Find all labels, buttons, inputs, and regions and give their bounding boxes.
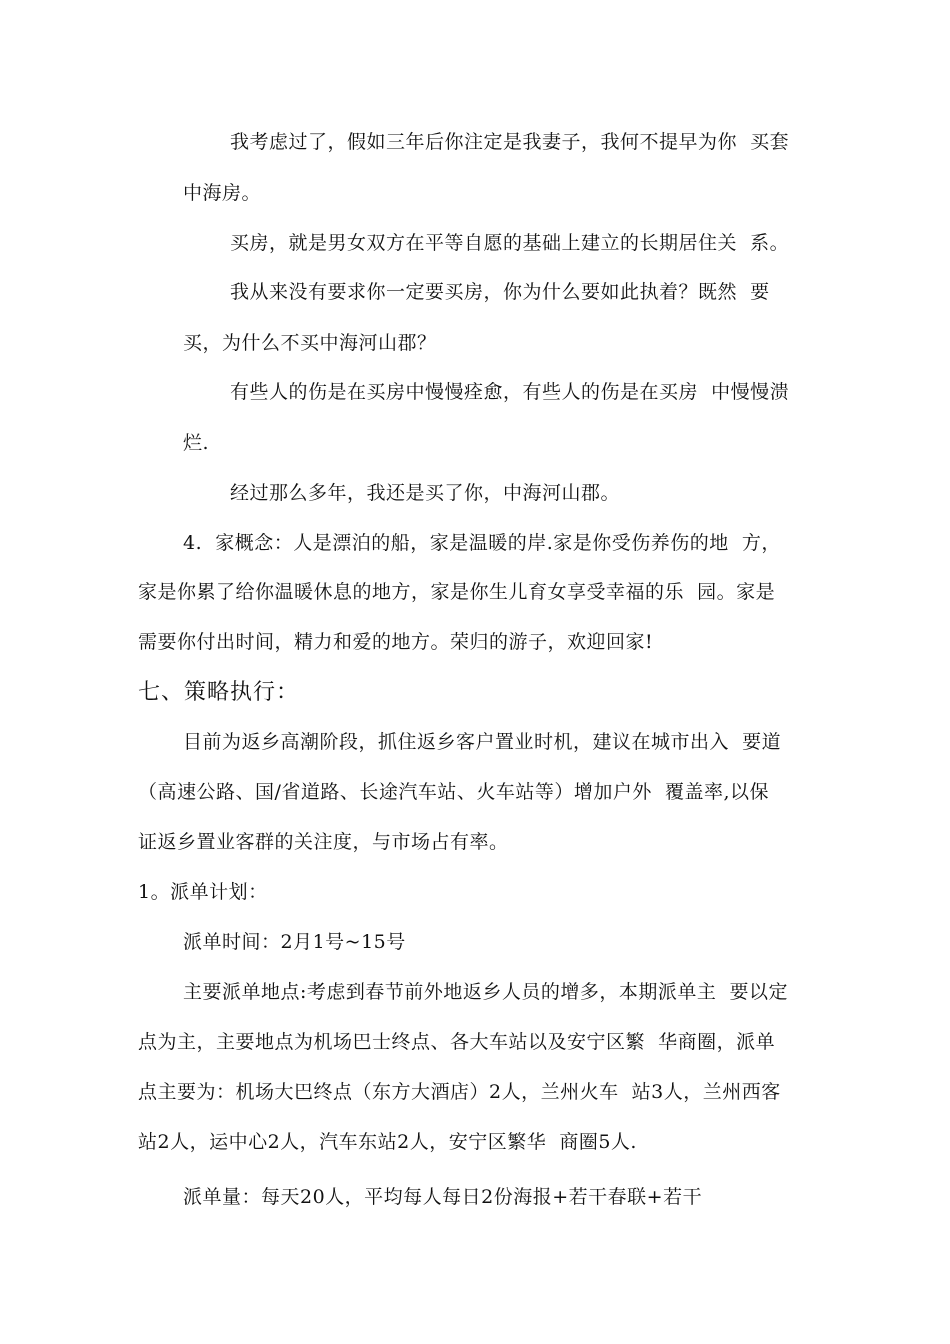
paragraph-line: 点主要为：机场大巴终点（东方大酒店）2人，兰州火车 站3人，兰州西客 [138, 1081, 781, 1103]
paragraph-line: 我从来没有要求你一定要买房，你为什么要如此执着？既然 要 [230, 281, 770, 303]
paragraph-line: 派单时间：2月1号~15号 [183, 931, 406, 953]
paragraph-line: 站2人，运中心2人，汽车东站2人，安宁区繁华 商圈5人. [138, 1131, 637, 1153]
subsection-heading: 1。派单计划： [138, 881, 268, 903]
paragraph-line: （高速公路、国/省道路、长途汽车站、火车站等）增加户外 覆盖率,以保 [138, 781, 770, 803]
paragraph-line: 中海房。 [183, 182, 262, 204]
paragraph-line: 家是你累了给你温暖休息的地方，家是你生儿育女享受幸福的乐 园。家是 [138, 581, 776, 603]
paragraph-line: 证返乡置业客群的关注度，与市场占有率。 [138, 831, 509, 853]
paragraph-line: 目前为返乡高潮阶段，抓住返乡客户置业时机，建议在城市出入 要道 [183, 731, 782, 753]
paragraph-line: 有些人的伤是在买房中慢慢痊愈，有些人的伤是在买房 中慢慢溃 [230, 381, 790, 403]
section-heading: 七、策略执行： [138, 680, 300, 705]
paragraph-line: 经过那么多年，我还是买了你，中海河山郡。 [230, 482, 621, 504]
paragraph-line: 买房，就是男女双方在平等自愿的基础上建立的长期居住关 系。 [230, 232, 790, 254]
paragraph-line: 主要派单地点:考虑到春节前外地返乡人员的增多，本期派单主 要以定 [183, 981, 788, 1003]
paragraph-line: 我考虑过了，假如三年后你注定是我妻子，我何不提早为你 买套 [230, 131, 790, 153]
paragraph-line: 烂. [183, 432, 210, 454]
paragraph-line: 派单量：每天20人，平均每人每日2份海报+若干春联+若干 [183, 1186, 703, 1208]
paragraph-line: 需要你付出时间，精力和爱的地方。荣归的游子，欢迎回家! [138, 631, 654, 653]
paragraph-line: 点为主，主要地点为机场巴士终点、各大车站以及安宁区繁 华商圈，派单 [138, 1031, 776, 1053]
paragraph-line: 买，为什么不买中海河山郡？ [183, 332, 437, 354]
paragraph-line: 4. 家概念：人是漂泊的船，家是温暖的岸.家是你受伤养伤的地 方， [183, 532, 781, 554]
